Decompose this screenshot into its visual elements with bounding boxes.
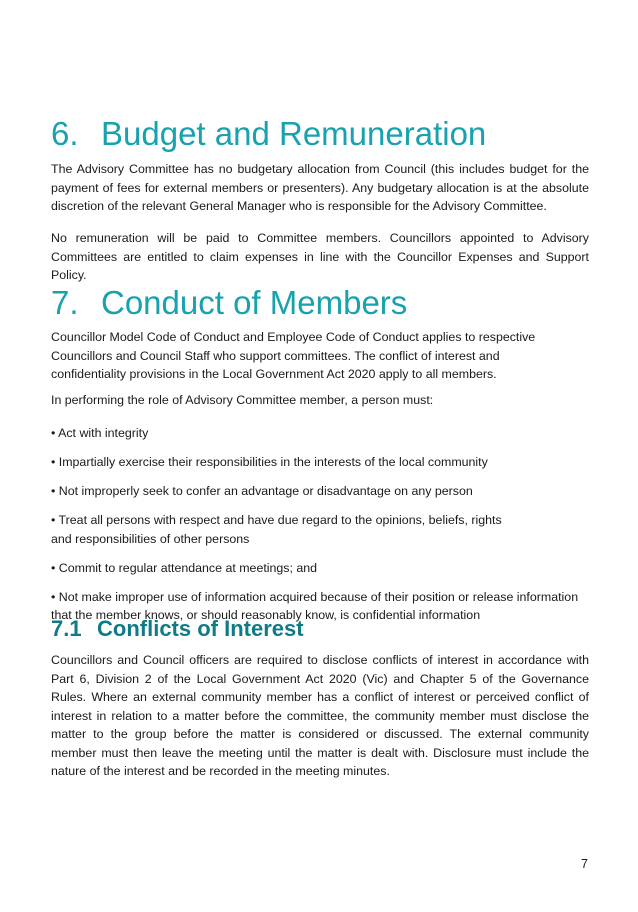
section-heading-budget <box>51 115 486 153</box>
subsection-number: 7.1 <box>51 616 82 641</box>
bullet-item: • Impartially exercise their responsibilities in the interests of the local community <box>51 455 488 469</box>
bullet-item: • Commit to regular attendance at meetings; and <box>51 560 318 575</box>
page-number: 7 <box>581 857 588 871</box>
section-title: Budget and Remuneration <box>101 115 487 152</box>
subsection-title: Conflicts of Interest <box>97 616 304 641</box>
subsection-heading-conflicts <box>51 615 304 643</box>
bullet-item: • Not make improper use of information acquired because of their position or release information that the member knows, or should reasonably know, is confidential information <box>51 589 579 622</box>
bullet-item: • Act with integrity <box>51 426 149 440</box>
conflicts-paragraph: Councillors and Council officers are required to disclose conflicts of interest in accordance with Part 6, Division 2 of the Local Government Act 2020 (Vic) and Chapter 5 of the Governance Rules. Where an external community member has a conflict of interest or perceived conflict of interest in relation to a matter before the committee, the community member must disclose the matter to the group before the matter is considered or discussed. The external community member must then leave the meeting until the matter is dealt with. Disclosure must include the nature of the interest and be recorded in the meeting minutes. <box>51 653 589 778</box>
section-number: 7. <box>51 284 79 321</box>
section-title: Conduct of Members <box>101 284 408 321</box>
budget-paragraph-1: The Advisory Committee has no budgetary allocation from Council (this includes budget for the payment of fees for external members or presenters). Any budgetary allocation is at the absolute discretion of the relevant General Manager who is responsible for the Advisory Committee. <box>51 162 589 213</box>
section-number: 6. <box>51 115 79 152</box>
conduct-bullet-list <box>51 424 589 635</box>
section-heading-conduct <box>51 284 407 322</box>
budget-paragraph-2: No remuneration will be paid to Committee members. Councillors appointed to Advisory Committees are entitled to claim expenses in line with the Councillor Expenses and Support Policy. <box>51 231 589 282</box>
conduct-paragraph-1: Councillor Model Code of Conduct and Employee Code of Conduct applies to respective Councillors and Council Staff who support committees. The conflict of interest and confidentiality provisions in the Local Government Act 2020 apply to all members. <box>51 330 536 381</box>
bullet-item: • Treat all persons with respect and have due regard to the opinions, beliefs, rights and responsibilities of other persons <box>51 513 502 546</box>
bullet-item: • Not improperly seek to confer an advantage or disadvantage on any person <box>51 484 473 498</box>
conduct-paragraph-2: In performing the role of Advisory Committee member, a person must: <box>51 393 434 407</box>
